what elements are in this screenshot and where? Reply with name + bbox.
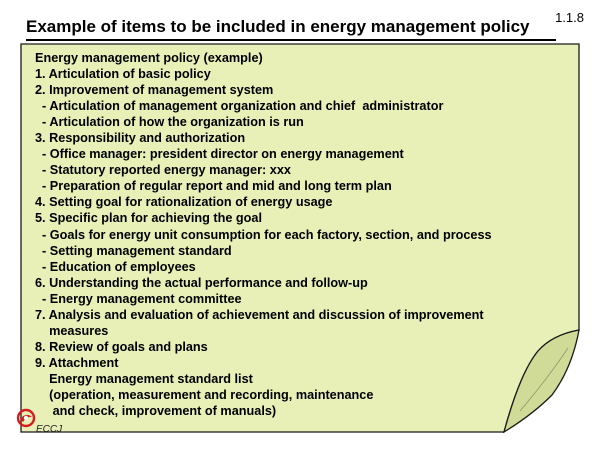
policy-line: Energy management policy (example) <box>35 51 263 65</box>
policy-line: - Office manager: president director on energy management <box>35 147 404 162</box>
eccj-logo-icon <box>16 408 38 430</box>
policy-line: - Education of employees <box>35 259 196 274</box>
policy-line: measures <box>35 323 109 338</box>
page-title: Example of items to be included in energy management policy <box>26 17 530 36</box>
policy-line: 8. Review of goals and plans <box>35 339 208 354</box>
policy-line: 1. Articulation of basic policy <box>35 67 211 82</box>
policy-line: - Setting management standard <box>35 243 232 258</box>
policy-line: - Articulation of management organization and chief administrator <box>35 99 444 114</box>
policy-line: - Goals for energy unit consumption for each factory, section, and process <box>35 227 492 242</box>
policy-line: - Articulation of how the organization is run <box>35 115 304 130</box>
policy-line: 3. Responsibility and authorization <box>35 131 246 146</box>
policy-text <box>35 50 535 419</box>
policy-line: - Statutory reported energy manager: xxx <box>35 163 291 178</box>
policy-line: and check, improvement of manuals) <box>35 404 277 419</box>
logo-text: ECCJ <box>36 424 63 435</box>
policy-line: 2. Improvement of management system <box>35 83 274 98</box>
title-bar <box>26 17 556 41</box>
policy-line: 9. Attachment <box>35 355 119 370</box>
policy-line: 7. Analysis and evaluation of achievement and discussion of improvement <box>35 307 484 322</box>
policy-line: - Energy management committee <box>35 291 242 306</box>
policy-line: 5. Specific plan for achieving the goal <box>35 211 263 226</box>
slide-number: 1.1.8 <box>555 10 584 25</box>
policy-line: (operation, measurement and recording, maintenance <box>35 387 374 402</box>
policy-card <box>20 43 580 433</box>
policy-line: 6. Understanding the actual performance and follow-up <box>35 275 368 290</box>
eccj-logo <box>16 408 86 444</box>
policy-line: 4. Setting goal for rationalization of energy usage <box>35 195 333 210</box>
policy-line: Energy management standard list <box>35 371 253 386</box>
policy-line: - Preparation of regular report and mid and long term plan <box>35 179 392 194</box>
